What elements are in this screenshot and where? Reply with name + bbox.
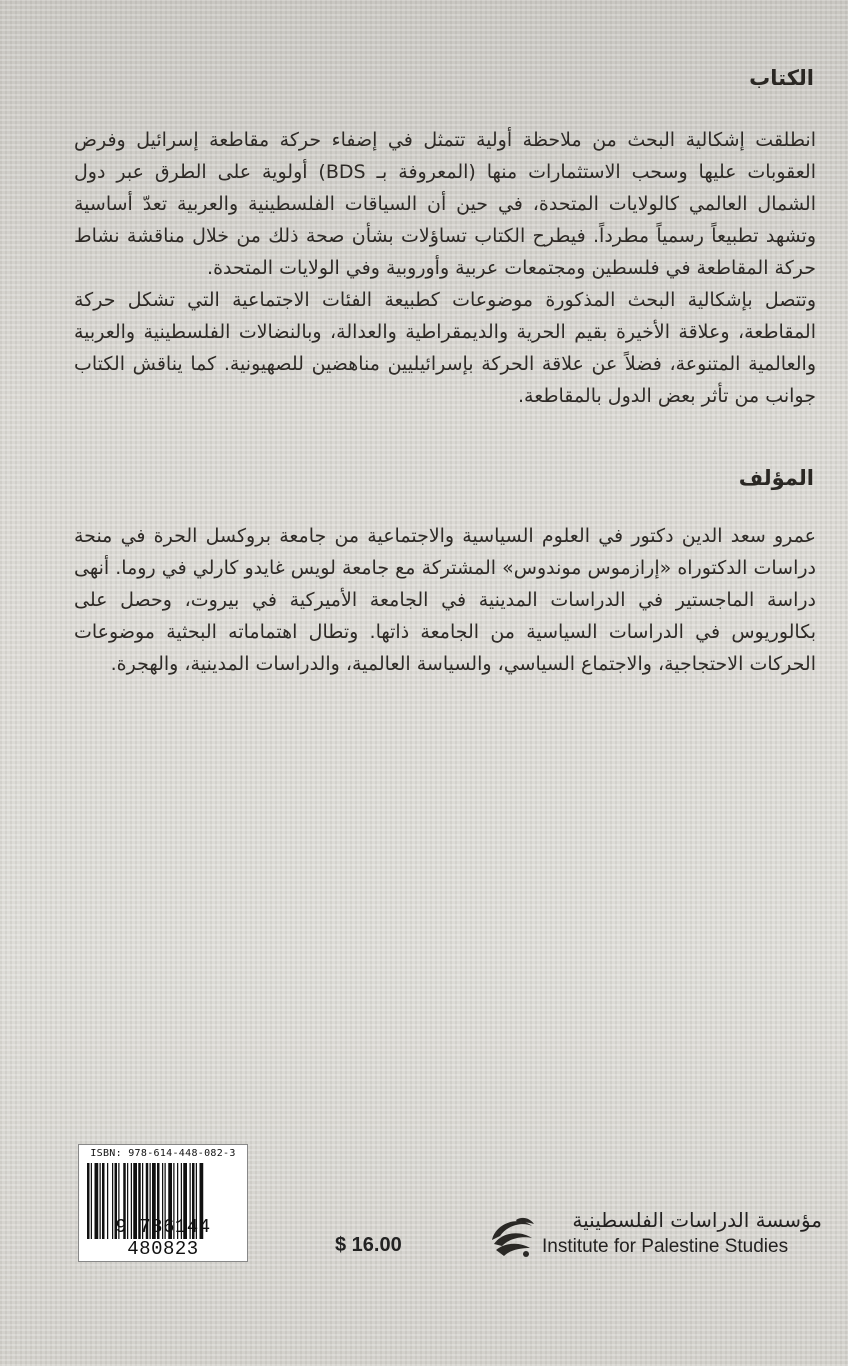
book-section-heading: الكتاب — [749, 66, 814, 90]
author-paragraph: عمرو سعد الدين دكتور في العلوم السياسية والاجتماعية من جامعة بروكسل الحرة في منحة دراسات الدكتوراه «إرازموس موندوس» المشتركة مع جامعة لويس غايدو كارلي في روما. أنهى دراسة الماجستير في الدراسات المدينية في الجامعة الأميركية في بيروت، وحصل على بكالوريوس في الدراسات السياسية من الجامعة ذاتها. وتطال اهتماماته البحثية موضوعات الحركات الاحتجاجية، والاجتماع السياسي، والسياسة العالمية، والدراسات المدينية، والهجرة. — [74, 525, 816, 675]
ips-logo-icon — [486, 1210, 538, 1262]
author-section-heading: المؤلف — [738, 466, 814, 490]
price-label: $ 16.00 — [335, 1234, 402, 1256]
isbn-label: ISBN: 978-614-448-082-3 — [90, 1148, 236, 1159]
author-bio — [74, 520, 816, 680]
book-paragraph-1: انطلقت إشكالية البحث من ملاحظة أولية تتمثل في إضفاء حركة مقاطعة إسرائيل وفرض العقوبات عليها وسحب الاستثمارات منها (المعروفة بـ BDS) أولوية على الطرق عبر دول الشمال العالمي كالولايات المتحدة، في حين أن السياقات الفلسطينية والعربية تعدّ أساسية وتشهد تطبيعاً رسمياً مطرداً. فيطرح الكتاب تساؤلات بشأن صحة ذلك من خلال مناقشة نشاط حركة المقاطعة في فلسطين ومجتمعات عربية وأوروبية وفي الولايات المتحدة. — [74, 129, 816, 279]
book-description — [74, 124, 816, 412]
barcode-digits: 9 786144 480823 — [115, 1216, 211, 1260]
book-paragraph-2: وتتصل بإشكالية البحث المذكورة موضوعات كطبيعة الفئات الاجتماعية التي تشكل حركة المقاطعة، وعلاقة الأخيرة بقيم الحرية والديمقراطية والعدالة، وبالنضالات الفلسطينية والعربية والعالمية المتنوعة، فضلاً عن علاقة الحركة بإسرائيليين مناهضين للصهيونية. كما يناقش الكتاب جوانب من تأثر بعض الدول بالمقاطعة. — [74, 289, 816, 407]
isbn-barcode — [78, 1144, 248, 1262]
publisher-block — [486, 1208, 826, 1268]
publisher-name-english: Institute for Palestine Studies — [542, 1236, 789, 1257]
publisher-name-arabic: مؤسسة الدراسات الفلسطينية — [572, 1208, 822, 1232]
